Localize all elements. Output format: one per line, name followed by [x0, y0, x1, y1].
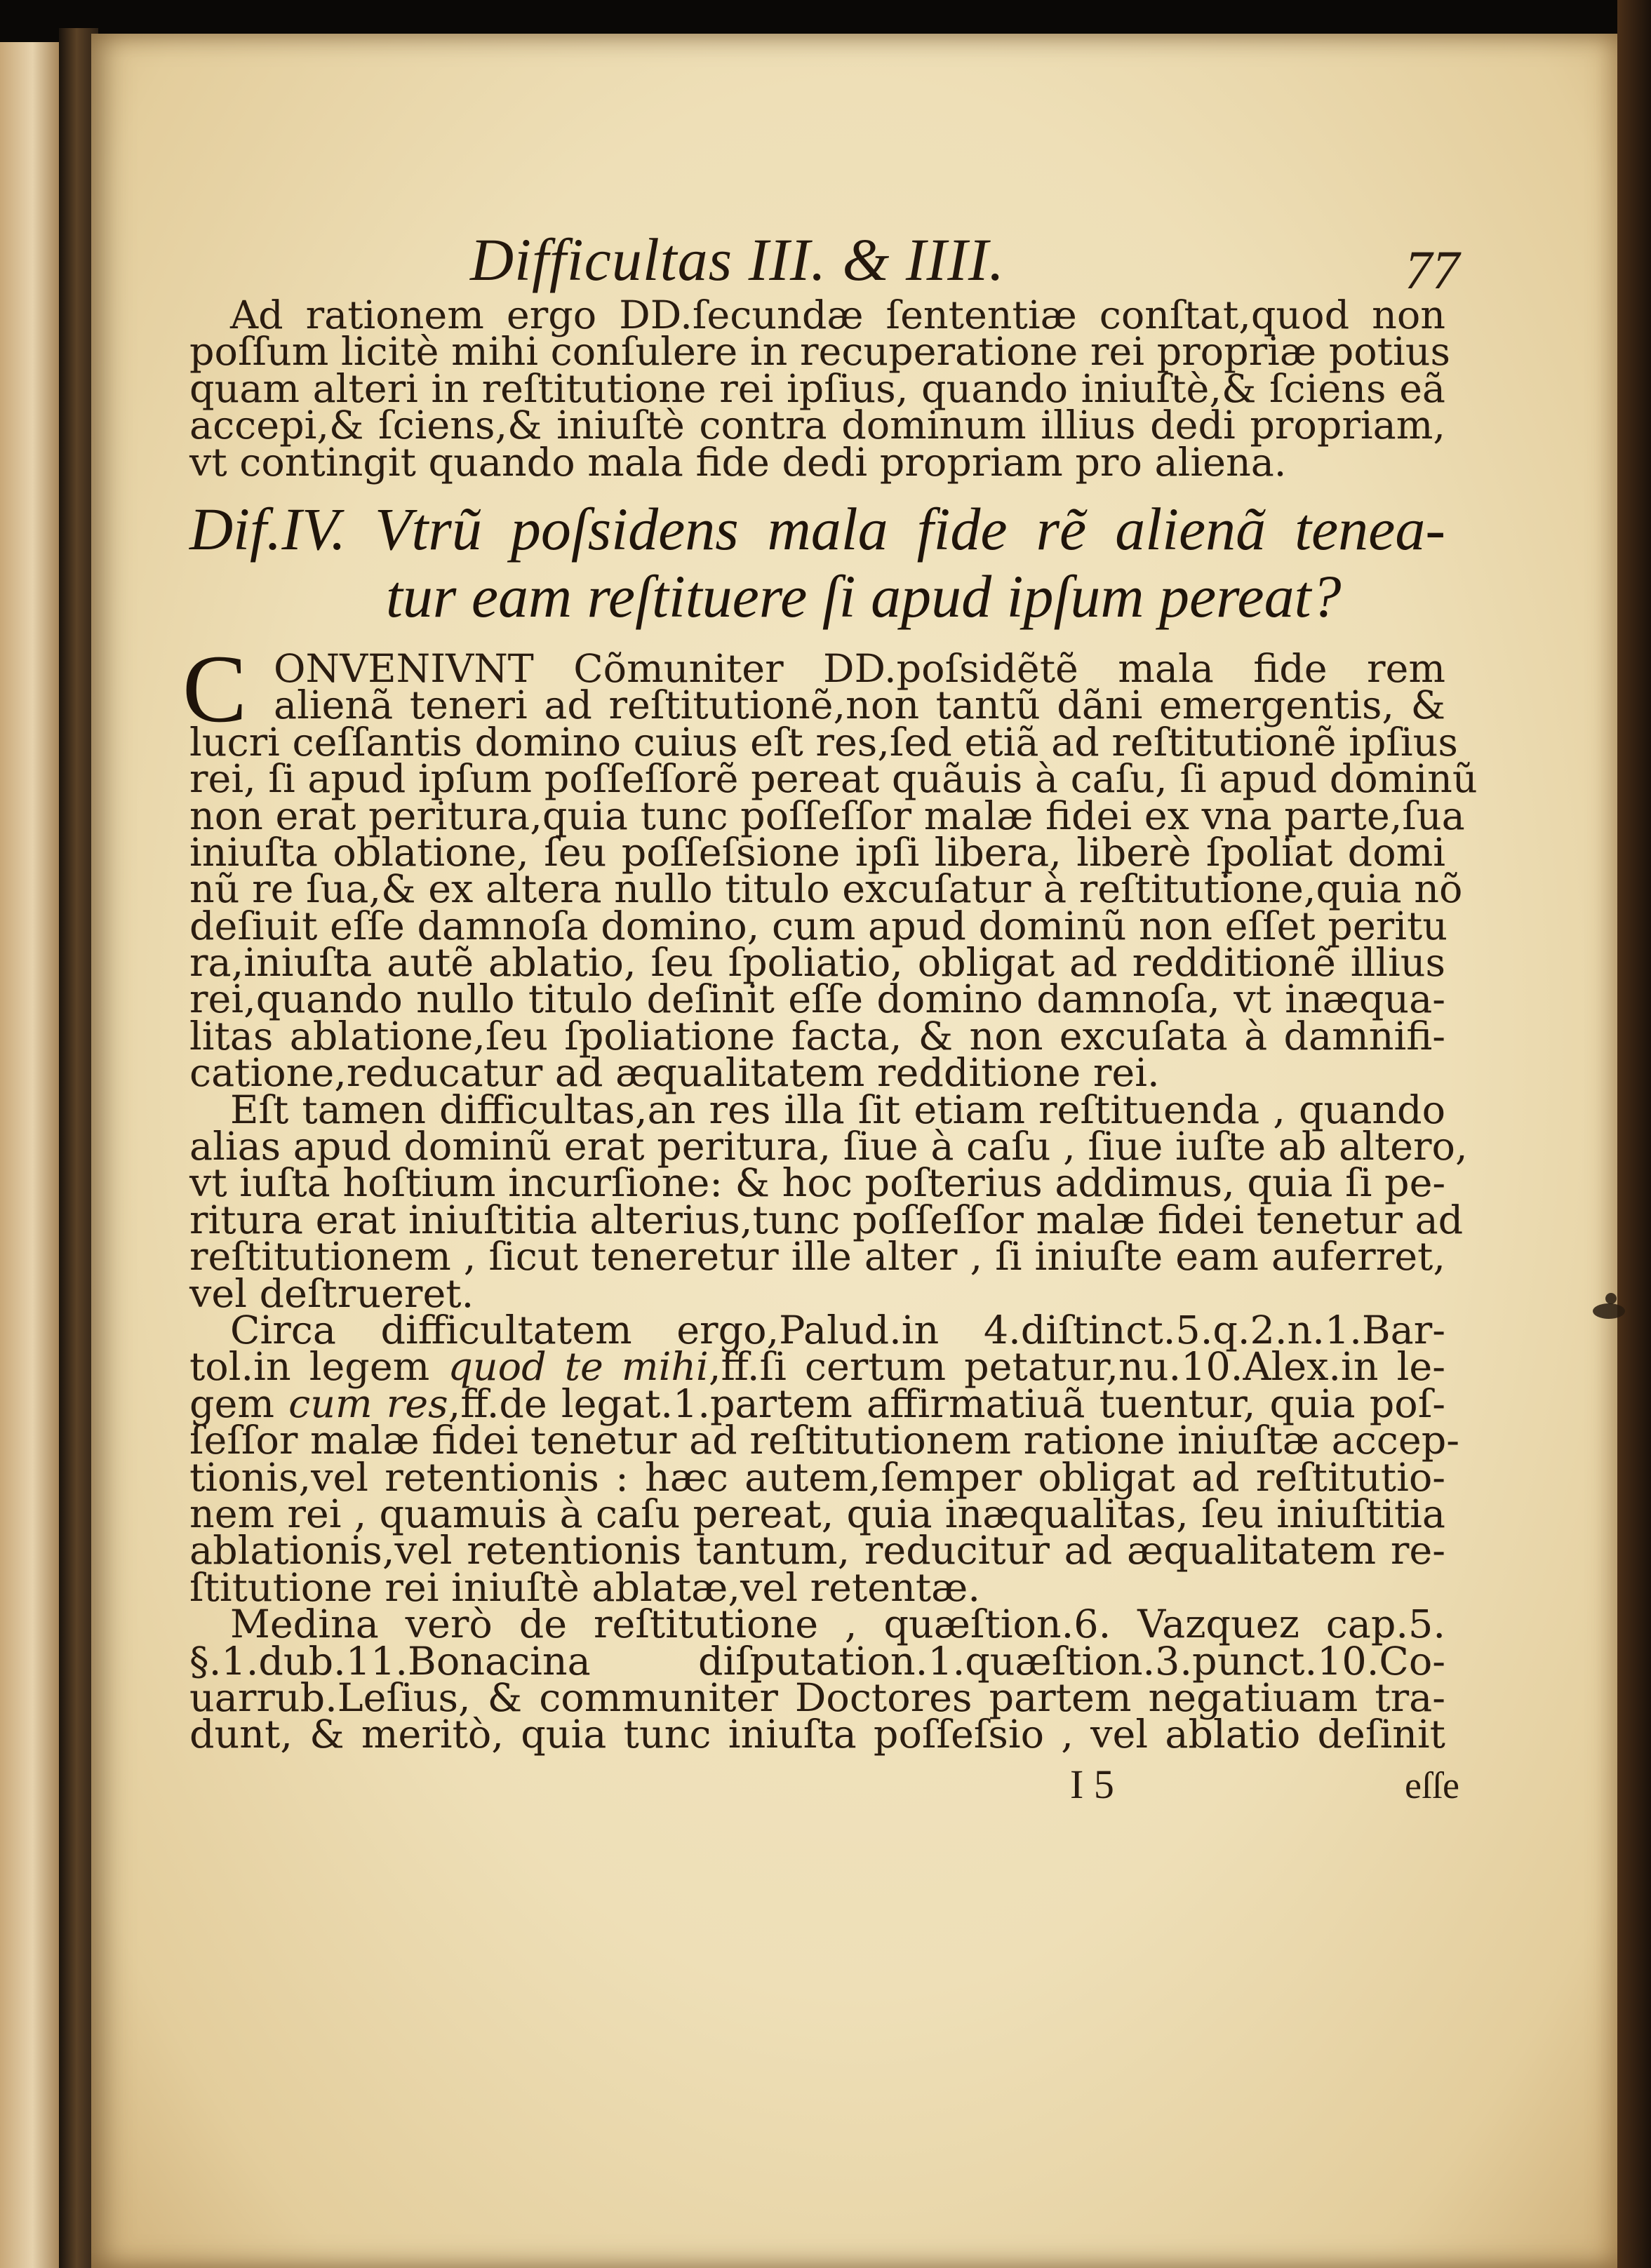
text-line: vt iuſta hoſtium incurſione: & hoc poſterius addimus, quia ſi pe- — [189, 1160, 1446, 1207]
text-line: tionis,vel retentionis : hæc autem,ſemper obligat ad reſtitutio- — [189, 1454, 1445, 1501]
text-line: Ad rationem ergo DD.ſecundæ ſententiæ conſtat,quod non — [230, 293, 1445, 338]
paragraph — [189, 293, 1450, 485]
section-heading — [189, 495, 1445, 630]
text-line: litas ablatione,ſeu ſpoliatione facta, & non excuſata à damnifi- — [189, 1013, 1445, 1059]
text-run: tol.in legem — [189, 1344, 448, 1390]
catchword: eſſe — [1405, 1764, 1459, 1806]
page-number: 77 — [1405, 239, 1459, 300]
text-line: accepi,& ſciens,& iniuſtè contra dominum illius dedi propriam, — [189, 403, 1445, 449]
text-line: Medina verò de reſtitutione , quæſtion.6. Vazquez cap.5. — [230, 1602, 1445, 1648]
text-line: iniuſta oblatione, ſeu poſſeſsione ipſi libera, liberè ſpoliat domi — [189, 829, 1445, 875]
text-line: nũ re ſua,& ex altera nullo titulo excuſatur à reſtitutione,quia nõ — [189, 866, 1463, 913]
text-line: Eſt tamen difficultas,an res illa ſit etiam reſtituenda , quando — [230, 1087, 1445, 1133]
heading-line: tur eam reſtituere ſi apud ipſum pereat? — [386, 562, 1342, 630]
text-line: rei, ſi apud ipſum poſſeſſorẽ pereat quãuis à caſu, ſi apud dominũ — [189, 756, 1478, 803]
paragraph — [189, 1307, 1460, 1611]
text-line: alienã teneri ad reſtitutionẽ,non tantũ dãni emergentis, & — [274, 683, 1445, 729]
ink-blot — [1605, 1293, 1617, 1304]
text-line: vel deſtrueret. — [189, 1270, 474, 1317]
text-run: gem — [189, 1381, 289, 1427]
page-text — [182, 199, 1478, 1807]
signature-mark: I 5 — [1070, 1761, 1114, 1807]
text-line: ablationis,vel retentionis tantum, reducitur ad æqualitatem re- — [189, 1528, 1445, 1574]
text-line: reſtitutionem , ſicut teneretur ille alter , ſi iniuſte eam auferret, — [189, 1234, 1445, 1280]
text-line: deſiuit eſſe damnoſa domino, cum apud dominũ non eſſet peritu — [189, 903, 1448, 949]
right-page-edge — [1617, 0, 1651, 2268]
text-line: alias apud dominũ erat peritura, ſiue à caſu , ſiue iuſte ab altero, — [189, 1124, 1468, 1170]
text-line: catione,reducatur ad æqualitatem redditione rei. — [189, 1050, 1160, 1096]
text-run: ,ff.de legat.1.partem affirmatiuã tuentur, quia poſ- — [448, 1381, 1445, 1427]
page-footer — [189, 1759, 1459, 1807]
paragraph — [189, 1087, 1468, 1317]
text-run: ,ff.ſi certum petatur,nu.10.Alex.in le- — [708, 1344, 1445, 1390]
text-line: vt contingit quando mala fide dedi propriam pro aliena. — [189, 439, 1287, 485]
drop-cap: C — [182, 634, 248, 742]
text-line: rei,quando nullo titulo deſinit eſſe domino damnoſa, vt inæqua- — [189, 977, 1445, 1023]
running-head-title: Difficultas III. & IIII. — [470, 226, 1005, 293]
text-line: ra,iniuſta autẽ ablatio, ſeu ſpoliatio, obligat ad redditionẽ illius — [189, 940, 1445, 986]
text-line: nem rei , quamuis à caſu pereat, quia inæqualitas, ſeu iniuſtitia — [189, 1491, 1445, 1537]
running-head — [189, 199, 1459, 300]
text-line: ONVENIVNT Cõmuniter DD.poſsidẽtẽ mala fide rem — [274, 645, 1445, 692]
paragraph — [189, 1602, 1445, 1758]
text-line: ſeſſor malæ fidei tenetur ad reſtitutionem ratione iniuſtæ accep- — [189, 1418, 1460, 1464]
text-line: poſſum licitè mihi conſulere in recuperatione rei propriæ potius — [189, 329, 1450, 375]
text-line: uarrub.Leſius, & communiter Doctores partem negatiuam tra- — [189, 1675, 1445, 1721]
ink-blot — [1593, 1303, 1625, 1319]
text-line: quam alteri in reſtitutione rei ipſius, quando iniuſtè,& ſciens eã — [189, 365, 1445, 412]
heading-line: Dif.IV. Vtrũ poſsidens mala fide rẽ alienã tenea- — [189, 495, 1445, 563]
paragraph — [182, 634, 1478, 1096]
italic-citation: quod te mihi — [448, 1344, 709, 1390]
book-page — [91, 34, 1617, 2268]
text-line: non erat peritura,quia tunc poſſeſſor malæ fidei ex vna parte,ſua — [189, 793, 1465, 839]
adjacent-page-edge — [0, 42, 59, 2268]
text-line: dunt, & meritò, quia tunc iniuſta poſſeſsio , vel ablatio deſinit — [189, 1712, 1445, 1758]
italic-citation: cum res — [288, 1381, 448, 1427]
text-line: lucri ceſſantis domino cuius eſt res,ſed etiã ad reſtitutionẽ ipſius — [189, 719, 1458, 765]
text-line: ſtitutione rei iniuſtè ablatæ,vel retentæ. — [189, 1564, 980, 1611]
text-line: Circa difficultatem ergo,Palud.in 4.diſtinct.5.q.2.n.1.Bar- — [230, 1307, 1445, 1353]
text-line: ritura erat iniuſtitia alterius,tunc poſſeſſor malæ fidei tenetur ad — [189, 1197, 1464, 1243]
text-line: §.1.dub.11.Bonacina diſputation.1.quæſtion.3.punct.10.Co- — [189, 1638, 1445, 1684]
